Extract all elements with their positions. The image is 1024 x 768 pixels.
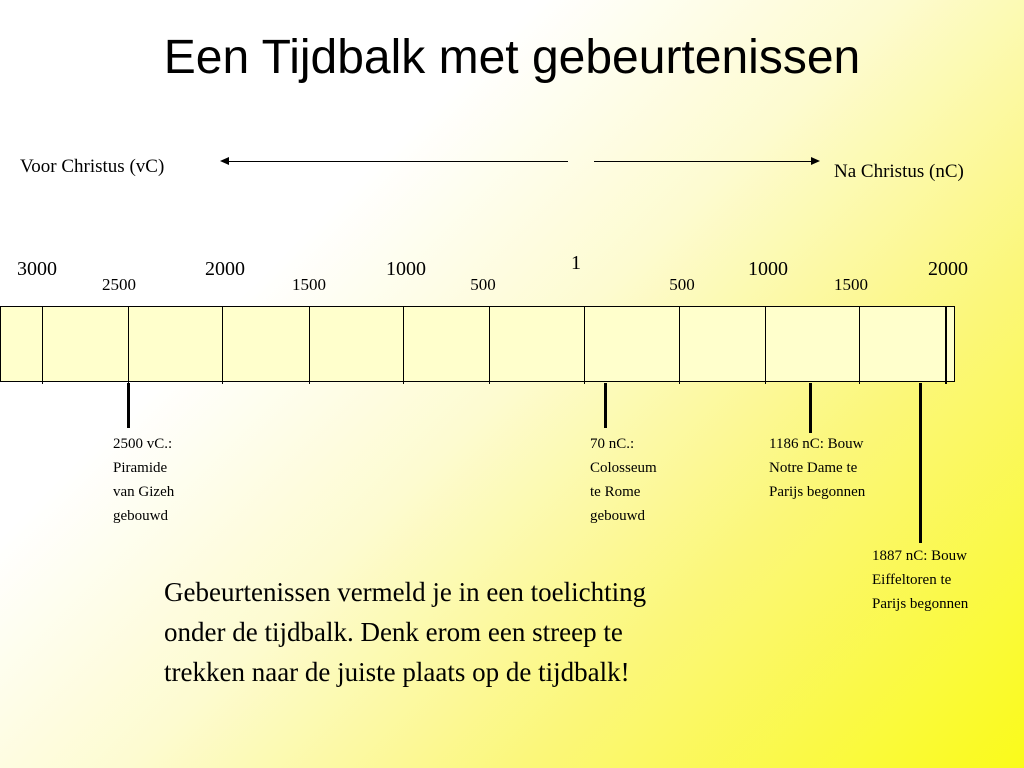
timeline-divider <box>859 306 860 384</box>
event-pointer-colosseum <box>604 383 607 428</box>
explanation-line: Gebeurtenissen vermeld je in een toelichting <box>164 577 647 607</box>
timeline-divider <box>765 306 766 384</box>
era-label-ad: Na Christus (nC) <box>834 161 964 182</box>
arrow-right-icon <box>594 161 812 162</box>
note-line: Eiffeltoren te <box>872 572 952 588</box>
event-pointer-notre-dame <box>809 383 812 433</box>
year-label-2000-bc: 2000 <box>205 258 245 280</box>
arrow-left-icon <box>228 161 568 162</box>
note-line: 1887 nC: Bouw <box>872 548 968 564</box>
timeline-divider <box>42 306 43 384</box>
timeline-divider <box>128 306 129 384</box>
timeline-divider <box>584 306 585 384</box>
year-label-2500-bc: 2500 <box>102 275 136 294</box>
note-line: 70 nC.: <box>590 436 635 452</box>
slide-title: Een Tijdbalk met gebeurtenissen <box>163 31 861 84</box>
year-label-1500-bc: 1500 <box>292 275 326 294</box>
event-note-notre-dame <box>769 432 865 504</box>
timeline-divider <box>222 306 223 384</box>
note-line: Colosseum <box>590 460 657 476</box>
year-label-1000-bc: 1000 <box>386 258 426 280</box>
note-line: Notre Dame te <box>769 460 858 476</box>
timeline-divider <box>489 306 490 384</box>
note-line: gebouwd <box>113 508 168 524</box>
year-label-3000-bc: 3000 <box>17 258 57 280</box>
note-line: Parijs begonnen <box>872 596 969 612</box>
explanation-line: trekken naar de juiste plaats op de tijdbalk! <box>164 657 630 687</box>
year-label-1500-ad: 1500 <box>834 275 868 294</box>
year-label-1: 1 <box>571 252 581 274</box>
explanation-line: onder de tijdbalk. Denk erom een streep te <box>164 617 623 647</box>
note-line: te Rome <box>590 484 641 500</box>
timeline-divider <box>679 306 680 384</box>
explanation-text <box>164 572 646 692</box>
timeline-divider <box>309 306 310 384</box>
year-label-2000-ad: 2000 <box>928 258 968 280</box>
event-note-colosseum <box>590 432 657 528</box>
note-line: van Gizeh <box>113 484 175 500</box>
year-label-1000-ad: 1000 <box>748 258 788 280</box>
timeline-divider <box>945 306 947 384</box>
timeline-bar <box>0 306 955 382</box>
note-line: Parijs begonnen <box>769 484 866 500</box>
note-line: 2500 vC.: <box>113 436 173 452</box>
era-label-bc: Voor Christus (vC) <box>20 156 165 177</box>
year-label-500-bc: 500 <box>470 275 496 294</box>
event-note-pyramid <box>113 432 174 528</box>
timeline-divider <box>403 306 404 384</box>
event-note-eiffel <box>872 544 968 616</box>
year-label-500-ad: 500 <box>669 275 695 294</box>
note-line: Piramide <box>113 460 168 476</box>
note-line: 1186 nC: Bouw <box>769 436 864 452</box>
note-line: gebouwd <box>590 508 645 524</box>
event-pointer-pyramid <box>127 383 130 428</box>
event-pointer-eiffel <box>919 383 922 543</box>
